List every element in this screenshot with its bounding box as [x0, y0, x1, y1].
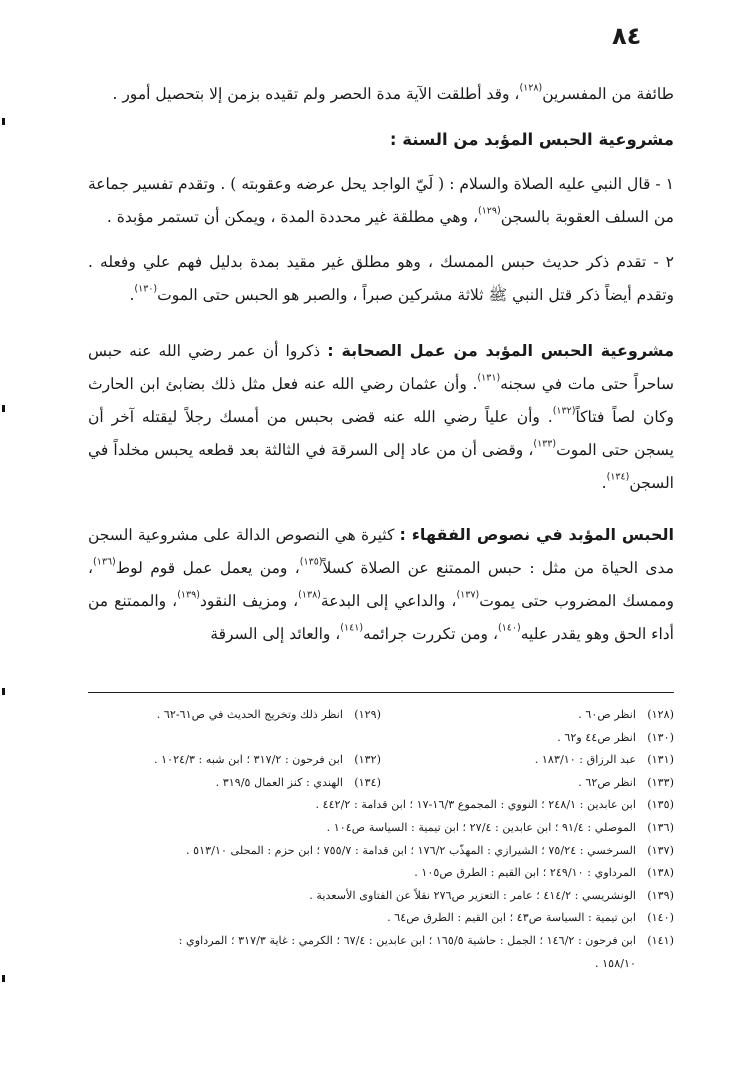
- section-heading: مشروعية الحبس المؤبد من السنة :: [389, 130, 674, 149]
- footnote-row: [88, 953, 674, 976]
- footnote-ref[interactable]: (١٣٤): [606, 471, 630, 483]
- main-text: [88, 78, 674, 651]
- footnote-row: [88, 817, 674, 840]
- footnote-ref[interactable]: (١٣٧): [456, 589, 480, 601]
- footnote-ref[interactable]: (١٣٨): [298, 589, 321, 601]
- footnote-text: انظر ص٦٢ .: [578, 775, 636, 789]
- footnote-row: [88, 727, 674, 750]
- footnote: [309, 885, 674, 908]
- footnote: [381, 704, 674, 727]
- footnote-ref[interactable]: (١٣١): [477, 372, 501, 384]
- footnote-ref[interactable]: (١٣٩): [177, 589, 200, 601]
- footnote-number: (١٣٩): [647, 888, 674, 902]
- paragraph: [88, 168, 674, 234]
- text-run: ، والداعي إلى البدعة: [320, 592, 457, 610]
- footnote-text: السرخسي : ٧٥/٢٤ ؛ الشيرازي : المهذّب ١٧٦/٢ ؛ ابن قدامة : ٧٥٥/٧ ؛ ابن حزم : المحلى ٥١٣/١٠ .: [186, 843, 636, 857]
- text-run: ، والعائد إلى السرقة: [210, 625, 341, 643]
- footnote-ref[interactable]: (١٣٣): [533, 438, 557, 450]
- text-run: ، وهي مطلقة غير محددة المدة ، ويمكن أن تستمر مؤبدة .: [106, 208, 478, 226]
- footnote-text: عبد الرزاق : ١٨٣/١٠ .: [534, 753, 636, 767]
- text-run: .: [601, 474, 607, 492]
- footnote-number: (١٣٤): [354, 775, 381, 789]
- footnote-row: [88, 772, 674, 795]
- footnote-ref[interactable]: (١٣٠): [134, 283, 158, 295]
- text-run: ، وقد أطلقت الآية مدة الحصر ولم تقيده بزمن إلا بتحصيل أمور .: [112, 85, 520, 103]
- footnote-number: (١٢٨): [647, 708, 674, 721]
- footnote-row: [88, 704, 674, 727]
- page-number: ٨٤: [612, 22, 642, 50]
- footnote: [88, 749, 381, 772]
- footnotes: [88, 704, 674, 975]
- footnote-number: (١٤٠): [647, 911, 674, 925]
- footnote: [186, 840, 674, 863]
- footnote: [316, 794, 675, 817]
- footnote: [381, 727, 674, 750]
- footnote: [88, 772, 381, 795]
- footnote-row: [88, 862, 674, 885]
- footnote-text: الهندي : كنز العمال ٣١٩/٥ .: [215, 775, 343, 789]
- footnote-number: (١٣٧): [647, 843, 674, 857]
- text-run: ٢ - تقدم ذكر حديث حبس الممسك ، وهو مطلق غير مقيد بمدة بدليل فهم علي وفعله . وتقدم أيضاً ذكر قتل النبي ﷺ ثلاثة مشركين صبراً ، والصبر هو الحبس حتى الموت: [88, 253, 674, 304]
- footnote-text: الموصلي : ٩١/٤ ؛ ابن عابدين : ٢٧/٤ ؛ ابن تيمية : السياسة ص١٠٤ .: [326, 820, 636, 834]
- footnote-ref[interactable]: (١٤١): [340, 622, 364, 634]
- inline-heading: الحبس المؤبد في نصوص الفقهاء :: [399, 525, 674, 544]
- margin-mark: [2, 405, 5, 412]
- footnote-text: انظر ص٤٤ و٦٢ .: [557, 730, 636, 744]
- text-run: ١ - قال النبي عليه الصلاة والسلام : ( لَيّ الواجد يحل عرضه وعقوبته ) . وتقدم تفسير جماعة من السلف العقوبة بالسجن: [88, 175, 674, 226]
- inline-heading: مشروعية الحبس المؤبد من عمل الصحابة :: [327, 341, 674, 360]
- footnote-text: ابن فرحون : ٣١٧/٢ ؛ ابن شبه : ١٠٢٤/٣ .: [154, 753, 343, 767]
- footnote-text: ابن تيمية : السياسة ص٤٣ ؛ ابن القيم : الطرق ص٦٤ .: [387, 911, 636, 925]
- paragraph: [88, 518, 674, 651]
- footnote-number: (١٣٢): [354, 753, 381, 767]
- text-run: ذكروا أن عمر رضي الله عنه حبس ساحراً حتى مات في سجنه: [88, 342, 674, 393]
- text-run: كثيرة هي النصوص الدالة على مشروعية السجن مدى الحياة من مثل : حبس الممتنع عن الصلاة كسلاً: [88, 526, 674, 577]
- footnote-ref[interactable]: (١٤٠): [497, 622, 521, 634]
- footnote-continuation: ١٥٨/١٠ .: [595, 956, 636, 970]
- footnote-divider: [88, 692, 674, 693]
- footnote-row: [88, 794, 674, 817]
- footnote-ref[interactable]: (١٣٢): [552, 405, 576, 417]
- footnote: [179, 930, 674, 953]
- text-run: ، ومزيف النقود: [199, 592, 299, 610]
- footnote-row: [88, 749, 674, 772]
- footnote-text: ابن عابدين : ٢٤٨/١ ؛ النووي : المجموع ١٦/٣-١٧ ؛ ابن قدامة : ٤٤٢/٢ .: [315, 798, 636, 812]
- footnote-text: انظر ذلك وتخريج الحديث في ص٦١-٦٢ .: [156, 708, 343, 721]
- footnote-row: [88, 840, 674, 863]
- text-run: . وأن عثمان رضي الله عنه فعل مثل ذلك بضابئ ابن الحارث وكان لصاً فتاكاً: [88, 375, 675, 426]
- footnote-ref[interactable]: (١٢٨): [519, 82, 543, 94]
- footnote-text: الونشريسي : ٤١٤/٢ ؛ عامر : التعزير ص٢٧٦ نقلاً عن الفتاوى الأسعدية .: [309, 888, 636, 902]
- paragraph: [88, 246, 674, 312]
- footnote: [88, 704, 381, 727]
- text-run: ، والممتنع من أداء الحق وهو يقدر عليه: [88, 592, 674, 643]
- footnote-number: (١٢٩): [354, 708, 381, 721]
- text-run: ، ومن تكررت جرائمه: [363, 625, 498, 643]
- footnote: [381, 772, 674, 795]
- footnote: [387, 907, 674, 930]
- text-run: ، ومن يعمل عمل قوم لوط: [115, 559, 300, 577]
- footnote: [414, 862, 674, 885]
- footnote-text: انظر ص٦٠ .: [578, 708, 636, 721]
- text-run: .: [129, 286, 135, 304]
- text-run: ، وقضى أن من عاد إلى السرقة في الثالثة بعد قطعه يحبس مخلداً في السجن: [88, 441, 674, 492]
- footnote: [327, 817, 674, 840]
- footnote-row: [88, 885, 674, 908]
- footnote-number: (١٣٥): [647, 798, 674, 812]
- footnote-number: (١٣٠): [647, 730, 674, 744]
- footnote-ref[interactable]: (١٣٥): [299, 556, 323, 568]
- margin-mark: [2, 118, 5, 125]
- paragraph: [88, 78, 674, 111]
- margin-mark: [2, 688, 5, 695]
- footnote-number: (١٣٨): [647, 866, 674, 880]
- text-run: طائفة من المفسرين: [542, 85, 674, 103]
- footnote-row: [88, 907, 674, 930]
- footnote-text: المرداوي : ٢٤٩/١٠ ؛ ابن القيم : الطرق ص١٠٥ .: [414, 866, 636, 880]
- footnote-ref[interactable]: (١٢٩): [477, 205, 501, 217]
- paragraph: [88, 334, 674, 500]
- text-run: ، وممسك المضروب حتى يموت: [88, 559, 674, 610]
- footnote-ref[interactable]: (١٣٦): [93, 556, 116, 568]
- footnote-number: (١٣١): [647, 753, 674, 767]
- text-run: . وأن علياً رضي الله عنه قضى بحبس من أمسك رجلاً ليقتله آخر أن يسجن حتى الموت: [88, 408, 674, 459]
- footnote: [381, 749, 674, 772]
- footnote-number: (١٣٣): [647, 775, 674, 789]
- margin-mark: [2, 975, 5, 982]
- footnote-number: (١٣٦): [647, 820, 674, 834]
- footnote-text: ابن فرحون : ١٤٦/٢ ؛ الجمل : حاشية ١٦٥/٥ ؛ ابن عابدين : ٦٧/٤ ؛ الكرمي : غاية ٣١٧/٣ ؛ المرداوي :: [178, 933, 636, 947]
- footnote-number: (١٤١): [647, 933, 674, 947]
- footnote-row: [88, 930, 674, 953]
